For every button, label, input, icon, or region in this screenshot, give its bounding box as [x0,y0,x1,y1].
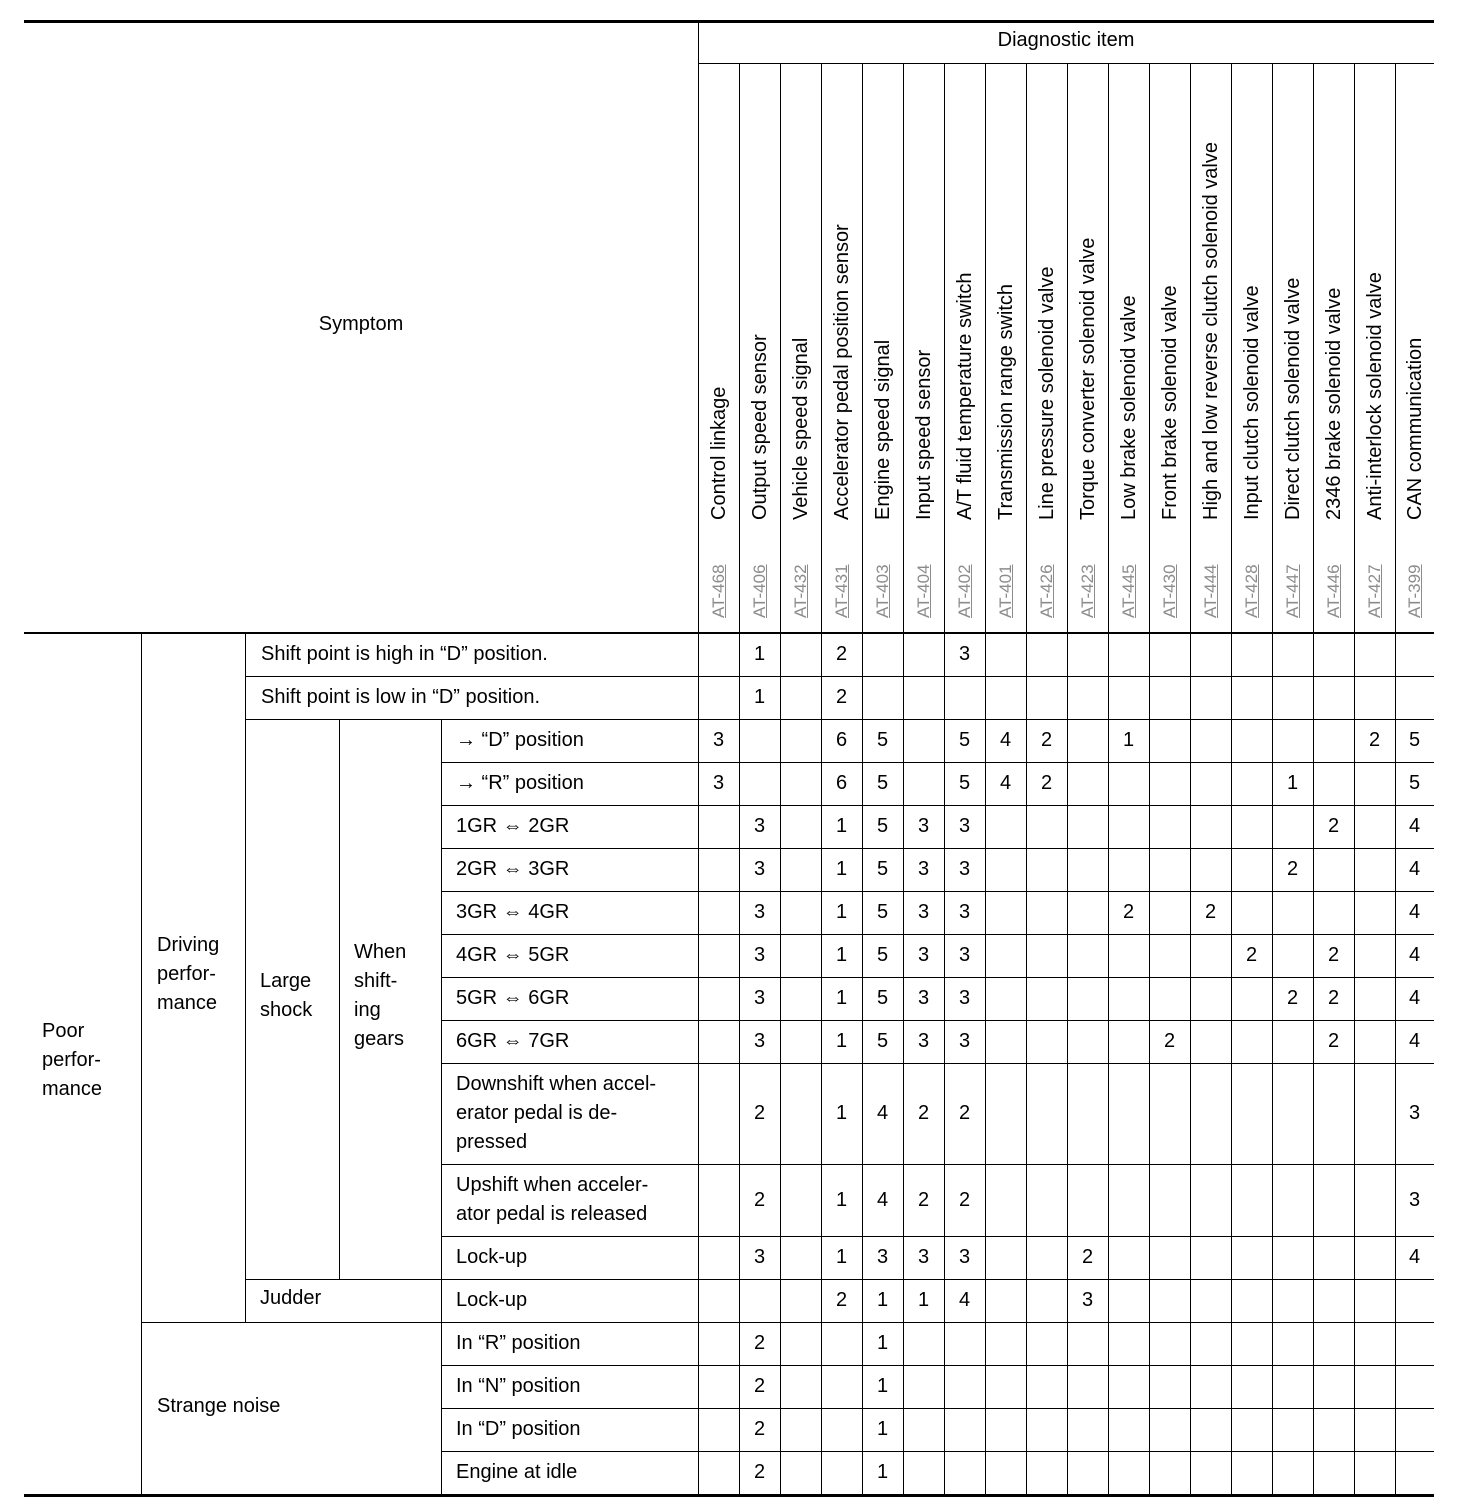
column-header: Output speed sensor [748,334,771,520]
grid-line [441,1164,1434,1165]
grid-line [1231,63,1232,633]
column-reference-link[interactable]: AT-426 [1036,564,1056,618]
priority-cell: 1 [1122,729,1135,751]
priority-cell: 1 [835,1188,848,1211]
symptom-label: In “R” position [456,1332,581,1354]
grid-line [441,1365,1434,1366]
priority-cell: 5 [1408,772,1421,794]
column-header: Front brake solenoid valve [1158,285,1181,520]
group-large-shock: Large shock [260,970,313,1021]
symptom-label: Upshift when acceler- ator pedal is released [456,1174,649,1225]
column-reference-link[interactable]: AT-446 [1323,564,1343,618]
priority-cell: 1 [753,643,766,665]
priority-cell: 2 [753,1461,766,1483]
priority-cell: 1 [835,944,848,966]
column-reference-link[interactable]: AT-431 [831,564,851,618]
symptom-label: In “D” position [456,1418,581,1440]
priority-cell: 3 [958,815,971,837]
priority-cell: 2 [1327,815,1340,837]
priority-cell: 2 [1368,729,1381,751]
column-reference-link[interactable]: AT-445 [1118,564,1138,618]
priority-cell: 6 [835,772,848,794]
priority-cell: 3 [753,901,766,923]
priority-cell: 5 [1408,729,1421,751]
grid-line [441,1408,1434,1409]
priority-cell: 2 [753,1102,766,1124]
priority-cell: 3 [753,1246,766,1268]
priority-cell: 2 [1327,987,1340,1009]
priority-cell: 4 [999,772,1012,794]
group-strange-noise: Strange noise [157,1395,281,1417]
column-reference-link[interactable]: AT-423 [1077,564,1097,618]
column-header: Input speed sensor [912,349,935,520]
priority-cell: 3 [1408,1102,1421,1124]
group-driving-performance: Driving perfor- mance [157,934,220,1014]
priority-cell: 2 [1163,1030,1176,1052]
priority-cell: 1 [876,1289,889,1311]
priority-cell: 3 [753,815,766,837]
grid-line [1313,63,1314,633]
priority-cell: 1 [1286,772,1299,794]
priority-cell: 1 [753,686,766,708]
priority-cell: 3 [1081,1289,1094,1311]
priority-cell: 2 [917,1188,930,1211]
priority-cell: 3 [876,1246,889,1268]
priority-cell: 1 [876,1375,889,1397]
column-header: Engine speed signal [871,339,894,520]
priority-cell: 1 [835,901,848,923]
priority-cell: 2 [958,1102,971,1124]
priority-cell: 3 [917,987,930,1009]
column-reference-link[interactable]: AT-432 [790,564,810,618]
symptom-label: Downshift when accel- erator pedal is de- pressed [456,1073,657,1153]
grid-line [141,1322,1434,1323]
priority-cell: 5 [876,987,889,1009]
priority-cell: 2 [1286,858,1299,880]
grid-line [698,63,1434,64]
column-header: Low brake solenoid valve [1117,295,1140,520]
symptom-label: 1GR ⇔ 2GR [456,815,570,837]
priority-cell: 1 [876,1418,889,1440]
grid-line [1272,63,1273,633]
symptom-label: → “D” position [456,729,584,751]
grid-line [821,63,822,633]
priority-cell: 5 [876,815,889,837]
column-header: High and low reverse clutch solenoid valve [1199,142,1222,520]
priority-cell: 3 [917,858,930,880]
priority-cell: 5 [876,772,889,794]
priority-cell: 2 [835,643,848,665]
priority-cell: 5 [876,944,889,966]
priority-cell: 3 [917,815,930,837]
column-header: Anti-interlock solenoid valve [1363,272,1386,520]
priority-cell: 4 [958,1289,971,1311]
priority-cell: 5 [958,729,971,751]
grid-line [441,848,1434,849]
group-poor-performance: Poor perfor- mance [42,1020,103,1100]
grid-line [1395,63,1396,633]
grid-line [780,63,781,633]
priority-cell: 2 [753,1375,766,1397]
priority-cell: 2 [1245,944,1258,966]
priority-cell: 2 [753,1418,766,1440]
symptom-label: Lock-up [456,1246,528,1268]
grid-line [903,63,904,633]
symptom-label: 5GR ⇔ 6GR [456,987,570,1009]
priority-cell: 3 [753,944,766,966]
priority-cell: 5 [958,772,971,794]
column-header: Input clutch solenoid valve [1240,285,1263,520]
header-rule [24,632,1434,634]
grid-line [1108,63,1109,633]
grid-line [245,676,1434,677]
priority-cell: 2 [835,686,848,708]
priority-cell: 3 [917,1030,930,1052]
priority-cell: 4 [1408,1030,1421,1052]
priority-cell: 4 [1408,858,1421,880]
bottom-rule [24,1494,1434,1497]
priority-cell: 1 [876,1332,889,1354]
grid-line [245,1279,1434,1280]
grid-line [698,20,699,633]
priority-cell: 2 [1327,1030,1340,1052]
grid-line [1354,63,1355,633]
priority-cell: 4 [1408,987,1421,1009]
symptom-label: 4GR ⇔ 5GR [456,944,570,966]
column-reference-link[interactable]: AT-399 [1404,564,1424,618]
priority-cell: 4 [876,1188,889,1211]
column-header: 2346 brake solenoid valve [1322,287,1345,520]
priority-cell: 2 [753,1332,766,1354]
column-header: Accelerator pedal position sensor [830,224,853,520]
grid-line [441,977,1434,978]
priority-cell: 4 [999,729,1012,751]
priority-cell: 2 [1040,772,1053,794]
column-header: Torque converter solenoid valve [1076,237,1099,520]
grid-line [441,1063,1434,1064]
symptom-label: 2GR ⇔ 3GR [456,858,570,880]
priority-cell: 2 [917,1102,930,1124]
priority-cell: 1 [835,1246,848,1268]
priority-cell: 5 [876,1030,889,1052]
priority-cell: 2 [753,1188,766,1211]
priority-cell: 2 [1204,901,1217,923]
group-judder: Judder [260,1287,322,1309]
symptom-label: Shift point is low in “D” position. [261,686,541,708]
priority-cell: 1 [876,1461,889,1483]
grid-line [739,63,740,633]
symptom-header: Symptom [318,313,404,335]
column-header: Transmission range switch [994,283,1017,520]
symptom-label: In “N” position [456,1375,581,1397]
priority-cell: 3 [958,901,971,923]
grid-line [1149,63,1150,633]
priority-cell: 3 [753,987,766,1009]
priority-cell: 6 [835,729,848,751]
priority-cell: 3 [753,858,766,880]
grid-line [441,891,1434,892]
priority-cell: 2 [1327,944,1340,966]
priority-cell: 3 [958,944,971,966]
column-reference-link[interactable]: AT-427 [1364,564,1384,618]
priority-cell: 3 [917,901,930,923]
priority-cell: 4 [1408,901,1421,923]
symptom-label: Lock-up [456,1289,528,1311]
priority-cell: 2 [1040,729,1053,751]
grid-line [441,762,1434,763]
priority-cell: 3 [958,1246,971,1268]
grid-line [985,63,986,633]
priority-cell: 1 [835,1102,848,1124]
symptom-label: Engine at idle [456,1461,578,1483]
column-header: Direct clutch solenoid valve [1281,277,1304,520]
priority-cell: 1 [917,1289,930,1311]
priority-cell: 3 [958,643,971,665]
grid-line [245,633,246,1322]
symptom-label: Shift point is high in “D” position. [261,643,548,665]
diagnostic-item-header: Diagnostic item [997,29,1135,51]
column-header: Vehicle speed signal [789,337,812,520]
priority-cell: 2 [1122,901,1135,923]
column-reference-link[interactable]: AT-401 [995,564,1015,618]
grid-line [862,63,863,633]
priority-cell: 3 [917,944,930,966]
grid-line [441,719,442,1495]
column-reference-link[interactable]: AT-428 [1241,564,1261,618]
column-reference-link[interactable]: AT-430 [1159,564,1179,618]
column-header: A/T fluid temperature switch [953,272,976,520]
column-header: Line pressure solenoid valve [1035,266,1058,520]
grid-line [1190,63,1191,633]
priority-cell: 4 [876,1102,889,1124]
column-reference-link[interactable]: AT-447 [1282,564,1302,618]
priority-cell: 2 [835,1289,848,1311]
grid-line [1067,63,1068,633]
priority-cell: 3 [712,729,725,751]
column-reference-link[interactable]: AT-406 [749,564,769,618]
grid-line [441,805,1434,806]
grid-line [441,1236,1434,1237]
column-reference-link[interactable]: AT-403 [872,564,892,618]
grid-line [1026,63,1027,633]
grid-line [441,1020,1434,1021]
grid-line [141,633,142,1495]
column-reference-link[interactable]: AT-468 [708,564,728,618]
column-reference-link[interactable]: AT-444 [1200,564,1220,618]
priority-cell: 3 [958,987,971,1009]
priority-cell: 4 [1408,815,1421,837]
priority-cell: 3 [958,1030,971,1052]
group-when-shifting-gears: When shift- ing gears [354,941,407,1050]
column-header: Control linkage [707,386,730,520]
grid-line [339,719,340,1279]
grid-line [944,63,945,633]
column-reference-link[interactable]: AT-404 [913,564,933,618]
priority-cell: 3 [712,772,725,794]
priority-cell: 4 [1408,944,1421,966]
priority-cell: 1 [835,815,848,837]
priority-cell: 2 [1081,1246,1094,1268]
priority-cell: 1 [835,987,848,1009]
priority-cell: 1 [835,1030,848,1052]
top-rule [24,20,1434,23]
priority-cell: 3 [1408,1188,1421,1211]
symptom-label: 6GR ⇔ 7GR [456,1030,570,1052]
column-reference-link[interactable]: AT-402 [954,564,974,618]
priority-cell: 5 [876,901,889,923]
priority-cell: 3 [753,1030,766,1052]
symptom-label: → “R” position [456,772,584,794]
priority-cell: 3 [958,858,971,880]
priority-cell: 3 [917,1246,930,1268]
priority-cell: 2 [958,1188,971,1211]
column-header: CAN communication [1403,337,1426,520]
priority-cell: 2 [1286,987,1299,1009]
priority-cell: 5 [876,858,889,880]
priority-cell: 5 [876,729,889,751]
priority-cell: 1 [835,858,848,880]
symptom-label: 3GR ⇔ 4GR [456,901,570,923]
grid-line [441,934,1434,935]
grid-line [441,1451,1434,1452]
priority-cell: 4 [1408,1246,1421,1268]
grid-line [245,719,1434,720]
